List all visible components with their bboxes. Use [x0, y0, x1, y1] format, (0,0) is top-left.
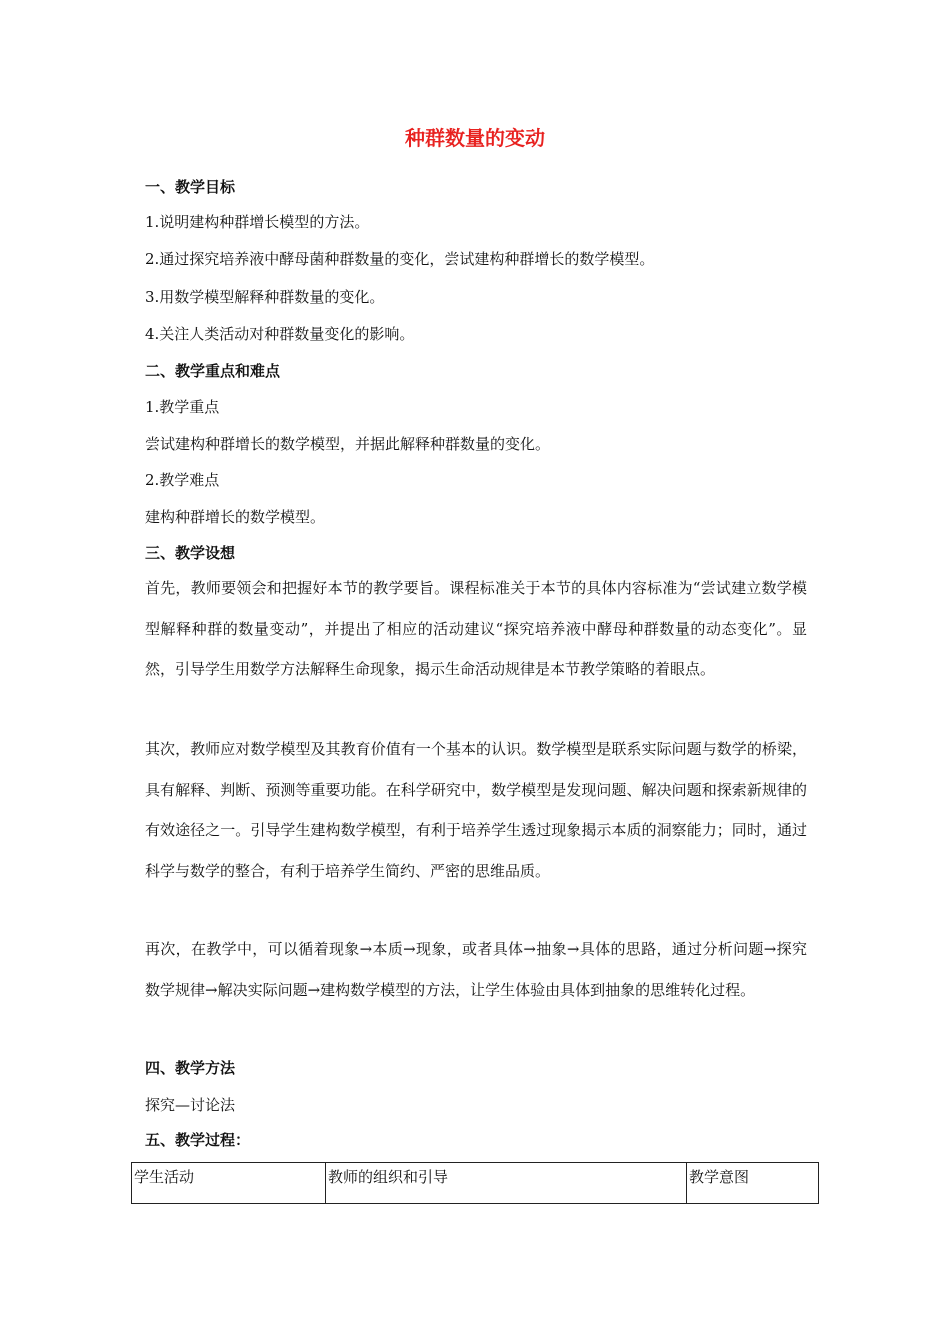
objective-item: 4.关注人类活动对种群数量变化的影响。: [145, 325, 415, 343]
teaching-idea-paragraph: 首先，教师要领会和把握好本节的教学要旨。课程标准关于本节的具体内容标准为“尝试建立数学模型解释种群的数量变动”，并提出了相应的活动建议“探究培养液中酵母种群数量的动态变化”。显然，引导学生用数学方法解释生命现象，揭示生命活动规律是本节教学策略的着眼点。: [145, 579, 807, 678]
objective-item: 3.用数学模型解释种群数量的变化。: [145, 288, 385, 306]
table-header-cell: 教师的组织和引导: [326, 1163, 687, 1204]
key-point-text: 尝试建构种群增长的数学模型，并据此解释种群数量的变化。: [145, 435, 551, 453]
key-point-label: 1.教学重点: [145, 398, 220, 416]
table-header-row: [132, 1163, 819, 1204]
section-heading-teaching-process: 五、教学过程：: [145, 1131, 251, 1149]
teaching-method-text: 探究—讨论法: [145, 1096, 236, 1114]
objective-item: 2.通过探究培养液中酵母菌种群数量的变化，尝试建构种群增长的数学模型。: [145, 250, 655, 268]
table-header-cell: 教学意图: [687, 1163, 819, 1204]
teaching-idea-paragraph: 再次，在教学中，可以循着现象→本质→现象，或者具体→抽象→具体的思路，通过分析问题→探究数学规律→解决实际问题→建构数学模型的方法，让学生体验由具体到抽象的思维转化过程。: [145, 940, 807, 999]
teaching-idea-paragraph: 其次，教师应对数学模型及其教育价值有一个基本的认识。数学模型是联系实际问题与数学的桥梁，具有解释、判断、预测等重要功能。在科学研究中，数学模型是发现问题、解决问题和探索新规律的有效途径之一。引导学生建构数学模型，有利于培养学生透过现象揭示本质的洞察能力；同时，通过科学与数学的整合，有利于培养学生简约、严密的思维品质。: [145, 740, 807, 880]
section-heading-objectives: 一、教学目标: [145, 178, 236, 196]
difficulty-label: 2.教学难点: [145, 471, 220, 489]
section-heading-teaching-ideas: 三、教学设想: [145, 544, 236, 562]
section-heading-key-points: 二、教学重点和难点: [145, 362, 281, 380]
objective-item: 1.说明建构种群增长模型的方法。: [145, 213, 370, 231]
table-header-cell: 学生活动: [132, 1163, 326, 1204]
teaching-process-table: [131, 1162, 819, 1204]
difficulty-text: 建构种群增长的数学模型。: [145, 508, 326, 526]
section-heading-teaching-method: 四、教学方法: [145, 1059, 236, 1077]
document-title: 种群数量的变动: [405, 126, 545, 150]
